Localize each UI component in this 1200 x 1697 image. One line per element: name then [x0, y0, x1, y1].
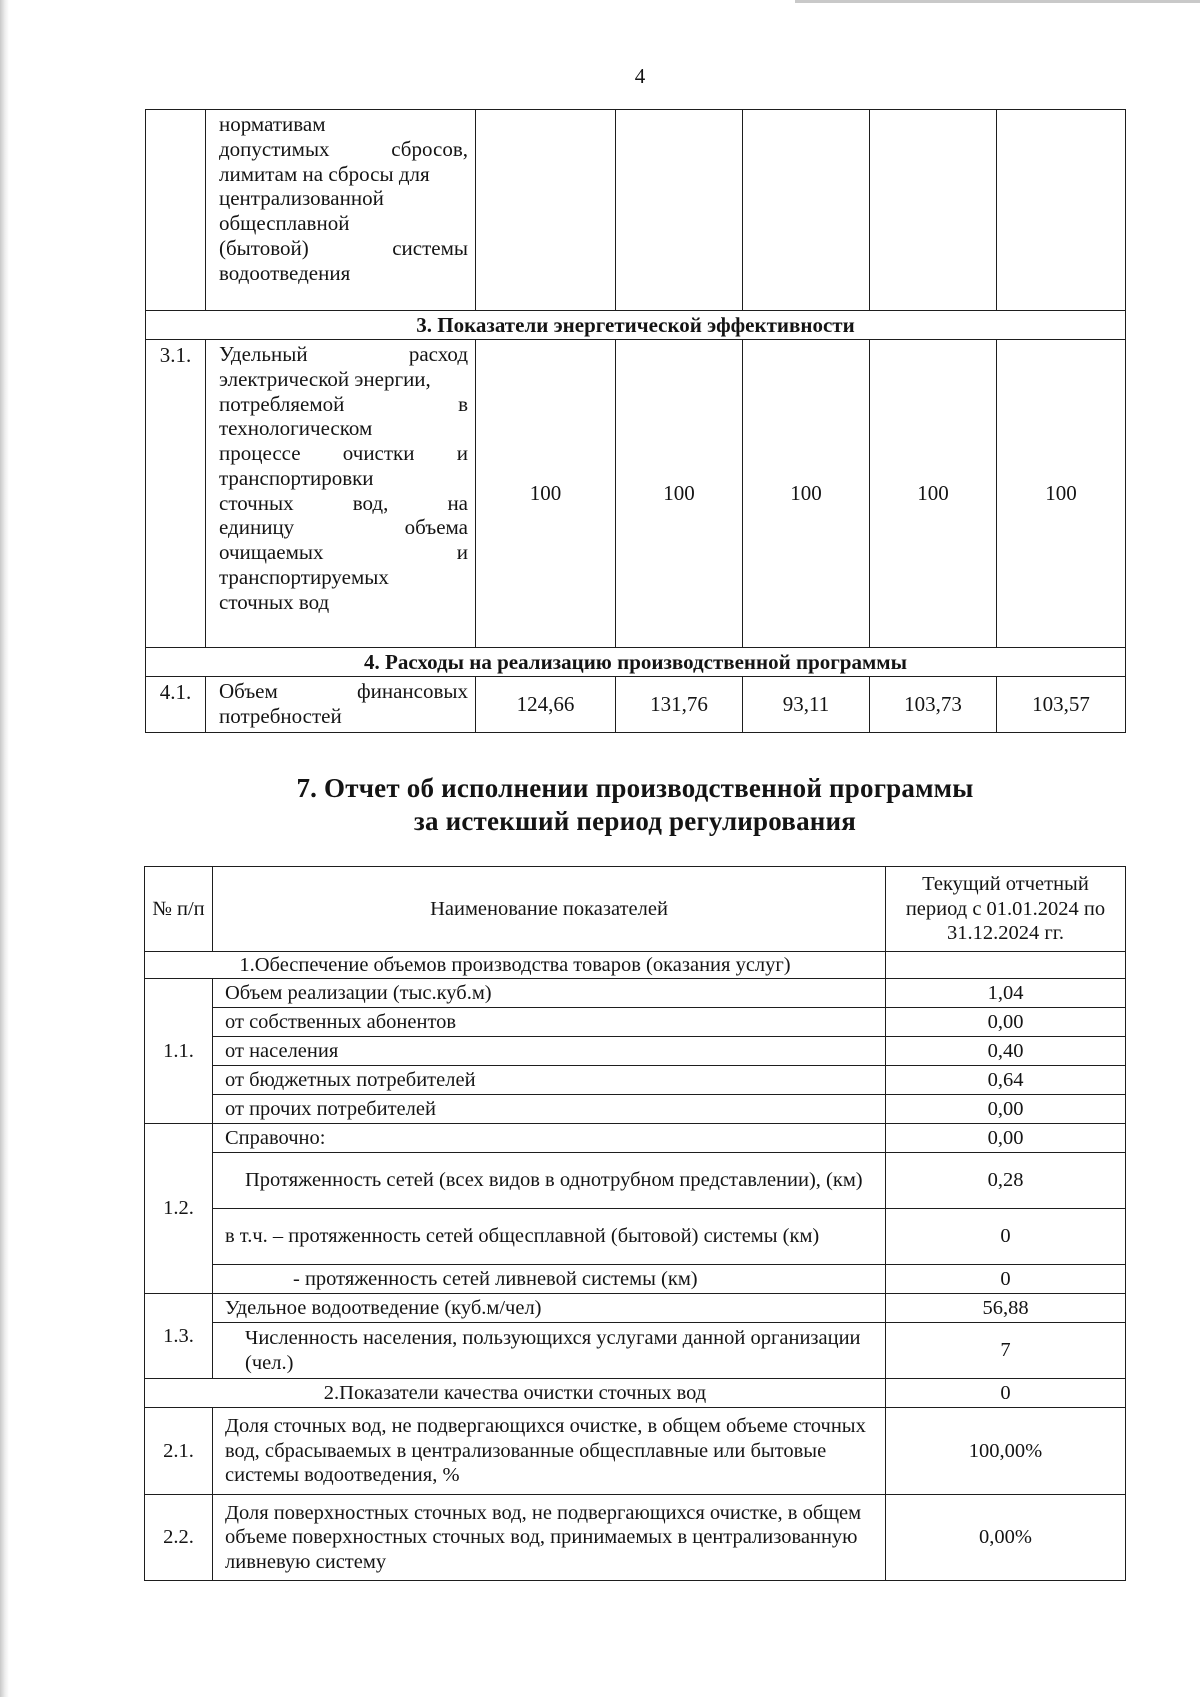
indicator-name: от бюджетных потребителей [213, 1066, 886, 1095]
value-cell [886, 952, 1126, 979]
indicator-name: Удельный расход электрической энергии, потребляемой в технологическом процессе очистки и транспортировки сточных вод, на единицу объема очищаемых и транспортируемых сточных вод [206, 340, 476, 648]
section-title-expenses: 4. Расходы на реализацию производственной программы [146, 648, 1126, 677]
value-cell [997, 110, 1126, 311]
indicator-name: от населения [213, 1037, 886, 1066]
table-row [146, 677, 1126, 733]
group-row [145, 1379, 1126, 1408]
value-cell [743, 110, 870, 311]
table-row [145, 1294, 1126, 1323]
row-number: 2.2. [145, 1495, 213, 1581]
table-row [145, 1037, 1126, 1066]
value-cell: 0,28 [886, 1153, 1126, 1209]
table-row [146, 340, 1126, 648]
value-cell: 103,57 [997, 677, 1126, 733]
indicator-name: Доля сточных вод, не подвергающихся очистке, в общем объеме сточных вод, сбрасываемых в централизованные общесплавные или бытовые системы водоотведения, % [213, 1408, 886, 1495]
indicator-name: Доля поверхностных сточных вод, не подвергающихся очистке, в общем объеме поверхностных сточных вод, принимаемых в централизованную ливневую систему [213, 1495, 886, 1581]
value-cell: 100 [743, 340, 870, 648]
value-cell: 103,73 [870, 677, 997, 733]
value-cell [870, 110, 997, 311]
value-cell: 100 [870, 340, 997, 648]
indicator-name: Справочно: [213, 1124, 886, 1153]
value-cell [616, 110, 743, 311]
table-row [145, 1209, 1126, 1265]
indicator-name: Объем финансовых потребностей [206, 677, 476, 733]
indicator-name: Удельное водоотведение (куб.м/чел) [213, 1294, 886, 1323]
section-title-energy: 3. Показатели энергетической эффективности [146, 311, 1126, 340]
value-cell: 0 [886, 1379, 1126, 1408]
table-row [145, 979, 1126, 1008]
value-cell: 100 [616, 340, 743, 648]
scan-shadow-top [795, 0, 1200, 3]
group-row [145, 952, 1126, 979]
column-header-name: Наименование показателей [213, 867, 886, 952]
value-cell: 0 [886, 1265, 1126, 1294]
table-row [145, 1124, 1126, 1153]
indicator-name: нормативам допустимых сбросов, лимитам на сбросы для централизованной общесплавной (бытовой) системы водоотведения [206, 110, 476, 311]
value-cell: 124,66 [476, 677, 616, 733]
group-title: 2.Показатели качества очистки сточных вод [145, 1379, 886, 1408]
value-cell: 0,00 [886, 1124, 1126, 1153]
value-cell: 93,11 [743, 677, 870, 733]
value-cell: 0,00% [886, 1495, 1126, 1581]
value-cell: 131,76 [616, 677, 743, 733]
value-cell: 0,00 [886, 1095, 1126, 1124]
value-cell: 0,40 [886, 1037, 1126, 1066]
indicator-name: Численность населения, пользующихся услугами данной организации (чел.) [213, 1323, 886, 1379]
row-number [146, 110, 206, 311]
table-row [145, 1495, 1126, 1581]
section-row [146, 648, 1126, 677]
table-row [145, 1066, 1126, 1095]
column-header-period: Текущий отчетный период с 01.01.2024 по 31.12.2024 гг. [886, 867, 1126, 952]
indicator-name: от собственных абонентов [213, 1008, 886, 1037]
value-cell [476, 110, 616, 311]
production-program-table-continued [145, 109, 1126, 733]
table-row [145, 1095, 1126, 1124]
group-title: 1.Обеспечение объемов производства товаров (оказания услуг) [145, 952, 886, 979]
table-row [145, 1323, 1126, 1379]
row-number: 1.1. [145, 979, 213, 1124]
indicator-name: Протяженность сетей (всех видов в однотрубном представлении), (км) [213, 1153, 886, 1209]
value-cell: 100 [997, 340, 1126, 648]
value-cell: 0,64 [886, 1066, 1126, 1095]
row-number: 4.1. [146, 677, 206, 733]
value-cell: 1,04 [886, 979, 1126, 1008]
value-cell: 100,00% [886, 1408, 1126, 1495]
table-row [145, 1153, 1126, 1209]
indicator-name: от прочих потребителей [213, 1095, 886, 1124]
table-row [146, 110, 1126, 311]
table-row [145, 1265, 1126, 1294]
indicator-name: в т.ч. – протяженность сетей общесплавной (бытовой) системы (км) [213, 1209, 886, 1265]
section-heading-line2: за истекший период регулирования [413, 806, 857, 836]
table-header-row [145, 867, 1126, 952]
table-row [145, 1008, 1126, 1037]
section-heading-line1: 7. Отчет об исполнении производственной программы [296, 773, 974, 803]
section-row [146, 311, 1126, 340]
row-number: 3.1. [146, 340, 206, 648]
value-cell: 0,00 [886, 1008, 1126, 1037]
indicator-name: - протяженность сетей ливневой системы (км) [213, 1265, 886, 1294]
row-number: 2.1. [145, 1408, 213, 1495]
value-cell: 56,88 [886, 1294, 1126, 1323]
row-number: 1.3. [145, 1294, 213, 1379]
value-cell: 100 [476, 340, 616, 648]
row-number: 1.2. [145, 1124, 213, 1294]
scan-shadow-left [0, 0, 9, 1697]
column-header-number: № п/п [145, 867, 213, 952]
indicator-name: Объем реализации (тыс.куб.м) [213, 979, 886, 1008]
value-cell: 7 [886, 1323, 1126, 1379]
report-table [144, 866, 1126, 1581]
value-cell: 0 [886, 1209, 1126, 1265]
page-number: 4 [634, 64, 646, 88]
table-row [145, 1408, 1126, 1495]
